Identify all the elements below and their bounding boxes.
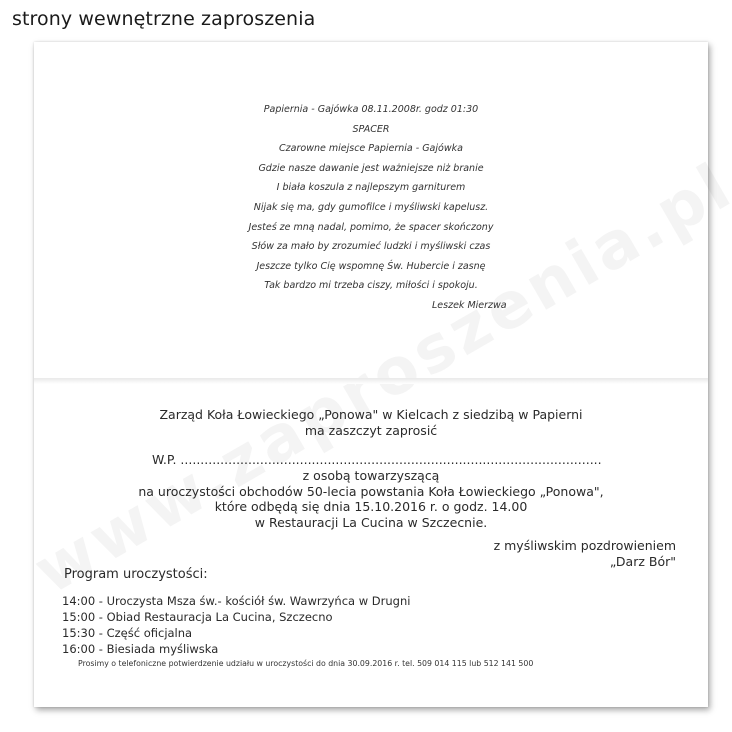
date-line: które odbędą się dnia 15.10.2016 r. o godz. 14.00	[214, 499, 528, 514]
poem-line: Papiernia - Gajówka 08.11.2008r. godz 01:30	[263, 104, 479, 115]
page-caption: strony wewnętrzne zaproszenia	[12, 8, 316, 30]
invitation-heading: Zarząd Koła Łowieckiego „Ponowa" w Kielcach z siedzibą w Papierni	[159, 407, 583, 422]
companion-line: z osobą towarzyszącą	[302, 468, 440, 483]
schedule-item: 15:00 - Obiad Restauracja La Cucina, Szczecno	[62, 610, 333, 624]
rsvp-footer: Prosimy o telefoniczne potwierdzenie udziału w uroczystości do dnia 30.09.2016 r. tel. 509 014 115 lub 512 141 500	[78, 659, 534, 668]
poem-line: Tak bardzo mi trzeba ciszy, miłości i spokoju.	[264, 280, 478, 292]
guest-name-line: W.P. ..........................................................................................................	[152, 452, 602, 467]
invitation-card	[34, 42, 708, 707]
poem-author: Leszek Mierzwa	[432, 300, 507, 311]
poem-line: Jeszcze tylko Cię wspomnę Św. Hubercie i zasnę	[256, 260, 486, 272]
poem-section	[34, 100, 708, 311]
invitation-subheading: ma zaszczyt zaprosić	[304, 423, 438, 438]
schedule-item: 14:00 - Uroczysta Msza św.- kościół św. Wawrzyńca w Drugni	[62, 594, 411, 608]
program-schedule	[62, 593, 410, 657]
schedule-item: 16:00 - Biesiada myśliwska	[62, 642, 219, 656]
invitation-text	[34, 407, 708, 656]
poem-line: Gdzie nasze dawanie jest ważniejsze niż branie	[258, 162, 484, 174]
darz-bor-line: „Darz Bór"	[609, 553, 676, 569]
event-details	[34, 468, 708, 530]
poem-line: Jesteś ze mną nadal, pomimo, że spacer skończony	[248, 221, 494, 233]
program-title: Program uroczystości:	[64, 567, 208, 582]
poem-line: SPACER	[352, 123, 390, 135]
fold-line	[34, 378, 708, 384]
regards-line: z myśliwskim pozdrowieniem	[493, 538, 676, 553]
poem-line: Słów za mało by zrozumieć ludzki i myśliwski czas	[251, 241, 491, 253]
occasion-line: na uroczystości obchodów 50-lecia powstania Koła Łowieckiego „Ponowa",	[138, 483, 604, 499]
poem-line: Czarowne miejsce Papiernia - Gajówka	[279, 143, 463, 155]
venue-line: w Restauracji La Cucina w Szczecnie.	[254, 514, 488, 530]
poem-line: I biała koszula z najlepszym garniturem	[276, 182, 466, 194]
regards-block	[494, 538, 676, 569]
poem-line: Nijak się ma, gdy gumofilce i myśliwski kapelusz.	[253, 201, 489, 213]
schedule-item: 15:30 - Część oficjalna	[62, 626, 193, 640]
